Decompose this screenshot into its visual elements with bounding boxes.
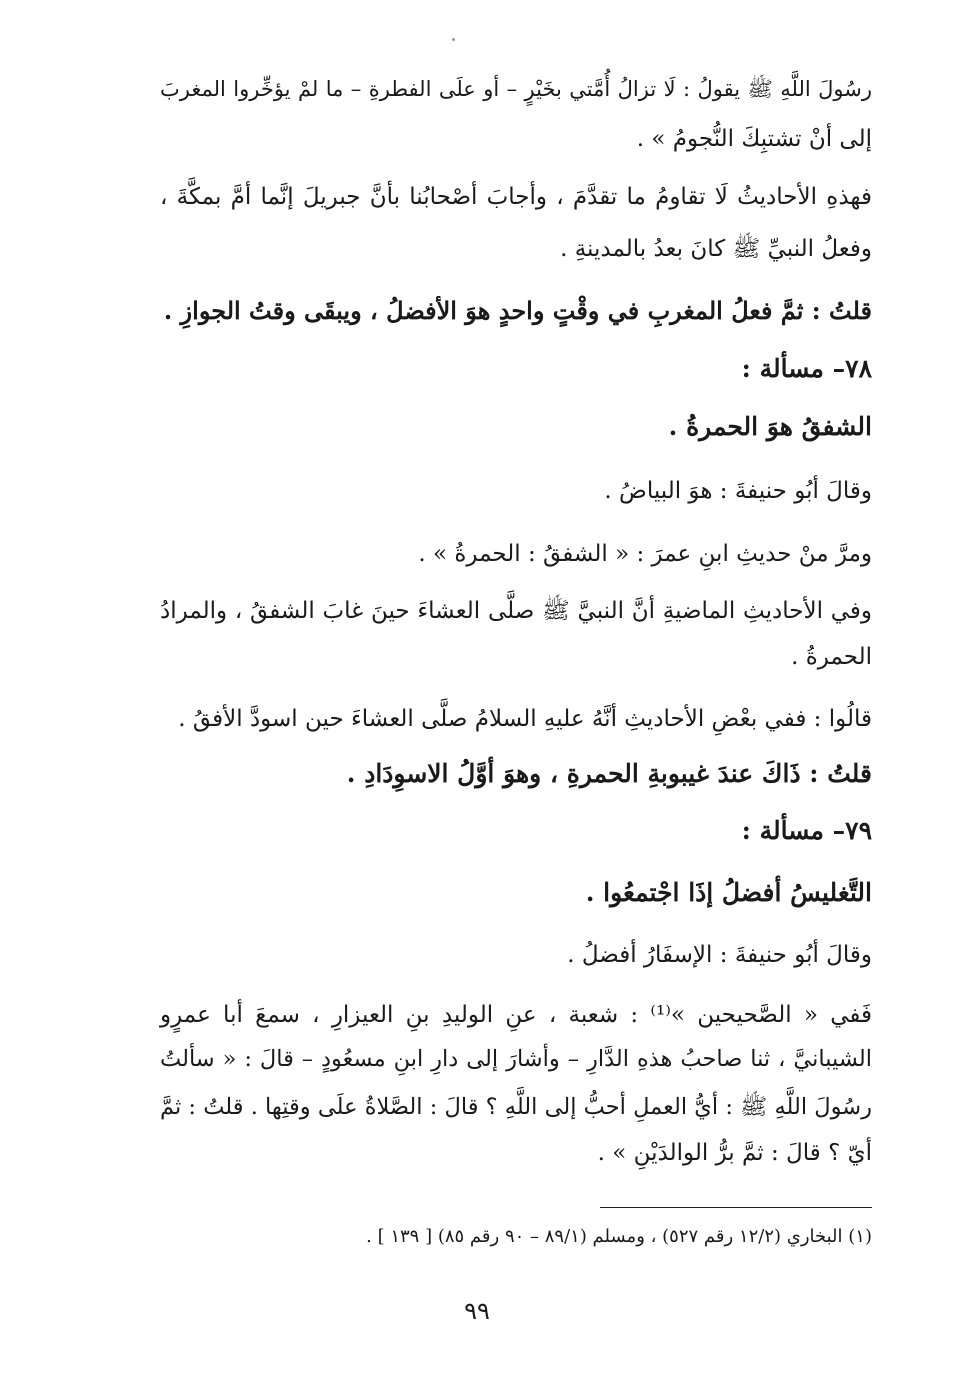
ruling-line: الشفقُ هوَ الحمرةُ .: [668, 412, 872, 441]
text-line: فهذهِ الأحاديثُ لَا تقاومُ ما تقدَّمَ ، وأجابَ أصْحابُنا بأنَّ جبريلَ إنَّما أمَّ بمكَّةَ ،: [160, 184, 872, 210]
text-line: الشيبانيَّ ، ثنا صاحبُ هذهِ الدَّارِ – وأشارَ إلى دارِ ابنِ مسعُودٍ – قالَ : « سألتُ: [160, 1046, 872, 1072]
footnote: (١) البخاري (١٢/٢ رقم ٥٢٧) ، ومسلم (٨٩/١ – ٩٠ رقم ٨٥) [ ١٣٩ ] .: [366, 1226, 872, 1247]
ruling-line: قلتُ : ذَاكَ عندَ غيبوبةِ الحمرةِ ، وهوَ أوَّلُ الاسوِدَادِ .: [346, 759, 872, 788]
text-line: وفعلُ النبيِّ ﷺ كانَ بعدُ بالمدينةِ .: [560, 236, 872, 262]
scan-speck: [452, 38, 455, 41]
text-line: وقالَ أبُو حنيفةَ : هوَ البياضُ .: [604, 478, 872, 504]
text-line: إلى أنْ تشتبِكَ النُّجومُ » .: [636, 126, 872, 152]
ruling-line: التَّغليسُ أفضلُ إذَا اجْتمعُوا .: [585, 878, 872, 907]
text-line: وفي الأحاديثِ الماضيةِ أنَّ النبيَّ ﷺ صلَّى العشاءَ حينَ غابَ الشفقُ ، والمرادُ: [160, 598, 872, 624]
text-line: رسُولَ اللَّهِ ﷺ يقولُ : لَا تزالُ أُمَّتي بخَيْرٍ – أو علَى الفطرةِ – ما لمْ يؤخِّروا المغربَ: [160, 77, 872, 101]
text-line: رسُولَ اللَّهِ ﷺ : أيُّ العملِ أحبُّ إلى اللَّهِ ؟ قالَ : الصَّلاةُ علَى وقتِها . قلتُ : ثمَّ: [160, 1094, 872, 1120]
text-line: ومرَّ منْ حديثِ ابنِ عمرَ : « الشفقُ : الحمرةُ » .: [418, 541, 872, 567]
section-heading-79: ٧٩– مسألة :: [741, 816, 872, 845]
ruling-line: قلتُ : ثمَّ فعلُ المغربِ في وقْتٍ واحدٍ هوَ الأفضلُ ، ويبقَى وقتُ الجوازِ .: [163, 296, 872, 325]
page-number: ٩٩: [464, 1297, 490, 1325]
text-line: وقالَ أبُو حنيفةَ : الإسفَارُ أفضلُ .: [567, 942, 872, 968]
text-line: أيّ ؟ قالَ : ثمَّ برُّ الوالدَيْنِ » .: [597, 1140, 872, 1166]
footnote-divider: [600, 1207, 872, 1208]
text-line: فَفي « الصَّحيحين »⁽¹⁾ : شعبة ، عنِ الوليدِ بنِ العيزارِ ، سمعَ أبا عمرٍو: [160, 1002, 873, 1028]
section-heading-78: ٧٨– مسألة :: [741, 354, 872, 383]
text-line: الحمرةُ .: [791, 644, 872, 670]
text-line: قالُوا : ففي بعْضِ الأحاديثِ أنَّهُ عليهِ السلامُ صلَّى العشاءَ حين اسودَّ الأفقُ .: [178, 706, 872, 732]
